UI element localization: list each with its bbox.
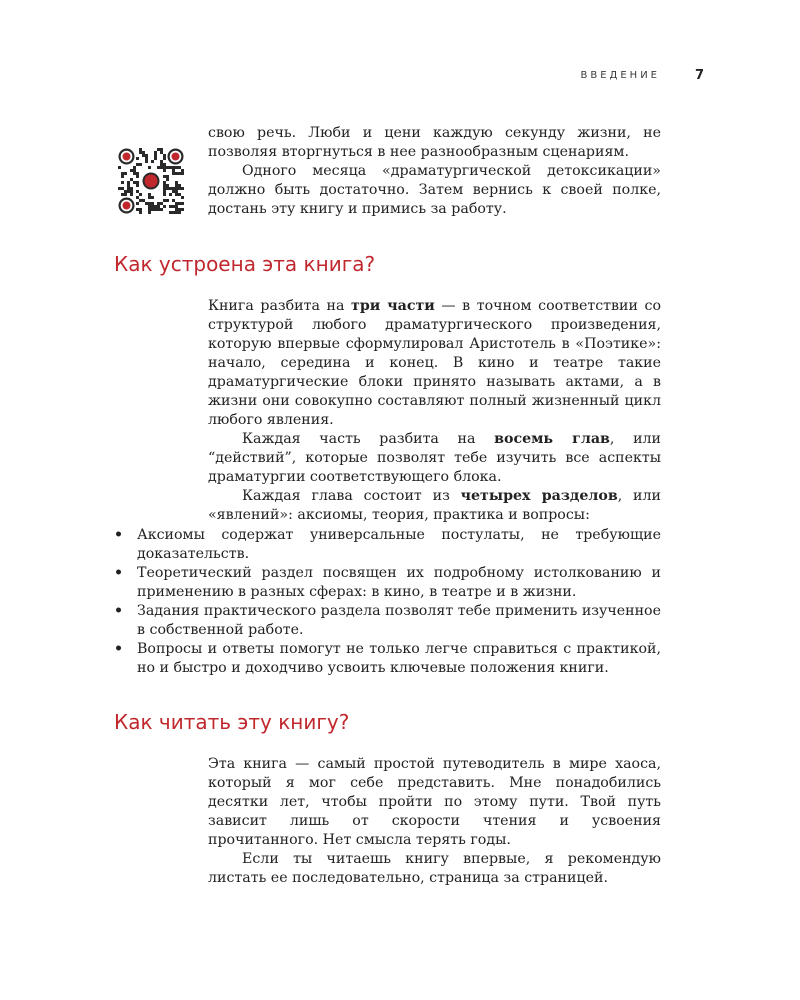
structure-paragraph: Каждая глава состоит из четырех разделов, или «явлений»: аксиомы, теория, практика и вопросы: [208, 488, 661, 523]
bullet-marker: • [114, 565, 124, 581]
intro-paragraph: свою речь. Люби и цени каждую секунду жизни, не позволяя вторгнуться в нее разнообразным сценариям. [208, 125, 661, 160]
running-header [0, 70, 800, 86]
structure-paragraph: Каждая часть разбита на восемь глав, или “действий”, которые позволят тебе изучить все аспекты драматургии соответствующего блока. [208, 431, 661, 485]
structure-paragraph: Книга разбита на три части — в точном соответствии со структурой любого драматургического произведения, которую впервые сформулировал Аристотель в «Поэтике»: начало, середина и конец. В кино и театре такие драматургические блоки принято называть актами, а в жизни они совокупно составляют полный жизненный цикл любого явления. [208, 298, 661, 428]
bullet-marker: • [114, 603, 124, 619]
section-heading-structure: Как устроена эта книга? [114, 252, 376, 276]
reading-paragraph: Эта книга — самый простой путеводитель в мире хаоса, который я мог себе представить. Мне понадобились десятки лет, чтобы пройти по этому пути. Твой путь зависит лишь от скорости чтения и усвоения прочитанного. Нет смысла терять годы. [208, 756, 661, 848]
bullet-marker: • [114, 641, 124, 657]
list-item: • Аксиомы содержат универсальные постулаты, не требующие доказательств. [114, 527, 661, 562]
list-item: • Теоретический раздел посвящен их подробному истолкованию и применению в разных сферах: в кино, в театре и в жизни. [114, 565, 661, 600]
page-number: 7 [694, 68, 704, 83]
bullet-marker: • [114, 527, 124, 543]
list-item: • Задания практического раздела позволят тебе применить изученное в собственной работе. [114, 603, 661, 638]
structure-text [208, 297, 661, 525]
reading-text [208, 755, 661, 888]
chapter-title: ВВЕДЕНИЕ [580, 70, 660, 81]
reading-paragraph: Если ты читаешь книгу впервые, я рекомендую листать ее последовательно, страница за страницей. [208, 851, 661, 886]
section-heading-reading: Как читать эту книгу? [114, 710, 350, 734]
intro-paragraph: Одного месяца «драматургической детоксикации» должно быть достаточно. Затем вернись к своей полке, достань эту книгу и примись за работу. [208, 163, 661, 217]
sections-list [114, 526, 661, 678]
list-item: • Вопросы и ответы помогут не только легче справиться с практикой, но и быстро и доходчиво усвоить ключевые положения книги. [114, 641, 661, 676]
qr-code-icon [114, 148, 188, 214]
intro-text [208, 124, 661, 219]
